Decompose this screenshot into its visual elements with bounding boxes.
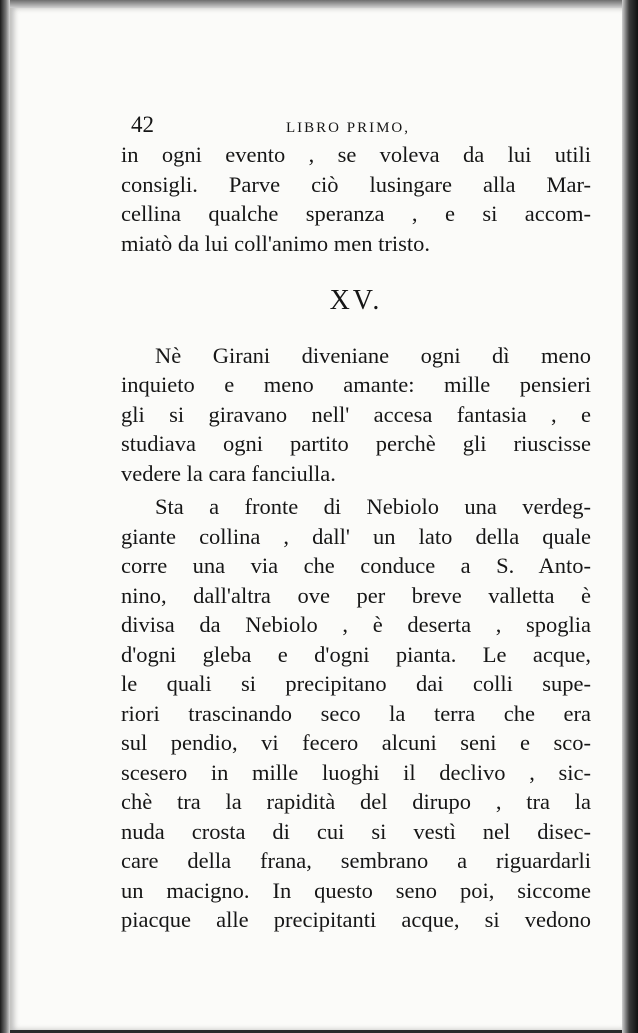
- text-line: gli si giravano nell' accesa fantasia , e: [121, 401, 591, 427]
- running-head: LIBRO PRIMO,: [286, 120, 411, 136]
- text-line: divisa da Nebiolo , è deserta , spoglia: [121, 612, 591, 637]
- text-line: care della frana, sembrano a riguardarli: [121, 848, 591, 873]
- page-header: [121, 110, 591, 140]
- section-title: XV.: [329, 285, 383, 316]
- text-line: sul pendio, vi fecero alcuni seni e sco-: [121, 730, 591, 755]
- text-line: Sta a fronte di Nebiolo una verdeg-: [155, 494, 591, 519]
- paragraph-2: [121, 492, 591, 935]
- text-line: scesero in mille luoghi il declivo , sic-: [121, 759, 591, 785]
- text-line: chè tra la rapidità del dirupo , tra la: [121, 789, 591, 814]
- text-line: in ogni evento , se voleva da lui utili: [121, 142, 591, 167]
- text-line: nuda crosta di cui si vestì nel disec-: [121, 818, 591, 844]
- text-line: consigli. Parve ciò lusingare alla Mar-: [121, 171, 591, 197]
- book-spine-shadow: [0, 0, 10, 1033]
- text-line: le quali si precipitano dai colli supe-: [121, 671, 591, 696]
- text-line: cellina qualche speranza , e si accom-: [121, 201, 591, 226]
- text-line: d'ogni gleba e d'ogni pianta. Le acque,: [121, 641, 591, 667]
- text-line: giante collina , dall' un lato della quale: [121, 523, 591, 549]
- text-line: vedere la cara fanciulla.: [121, 460, 336, 486]
- text-line: studiava ogni partito perchè gli riuscisse: [121, 431, 591, 456]
- text-line: miatò da lui coll'animo men tristo.: [121, 230, 431, 256]
- text-line: un macigno. In questo seno poi, siccome: [121, 877, 591, 903]
- continued-paragraph: [121, 140, 591, 258]
- text-line: inquieto e meno amante: mille pensieri: [121, 372, 591, 397]
- text-line: Nè Girani diveniane ogni dì meno: [155, 342, 591, 368]
- paragraph-1: [121, 341, 591, 489]
- text-line: piacque alle precipitanti acque, si vedono: [121, 907, 591, 932]
- page-number: 42: [131, 112, 154, 137]
- text-line: riori trascinando seco la terra che era: [121, 700, 591, 726]
- page-edge-shadow: [622, 0, 638, 1033]
- text-line: corre una via che conduce a S. Anto-: [121, 553, 591, 578]
- page-text-block: [121, 110, 591, 935]
- text-line: nino, dall'altra ove per breve valletta è: [121, 582, 591, 608]
